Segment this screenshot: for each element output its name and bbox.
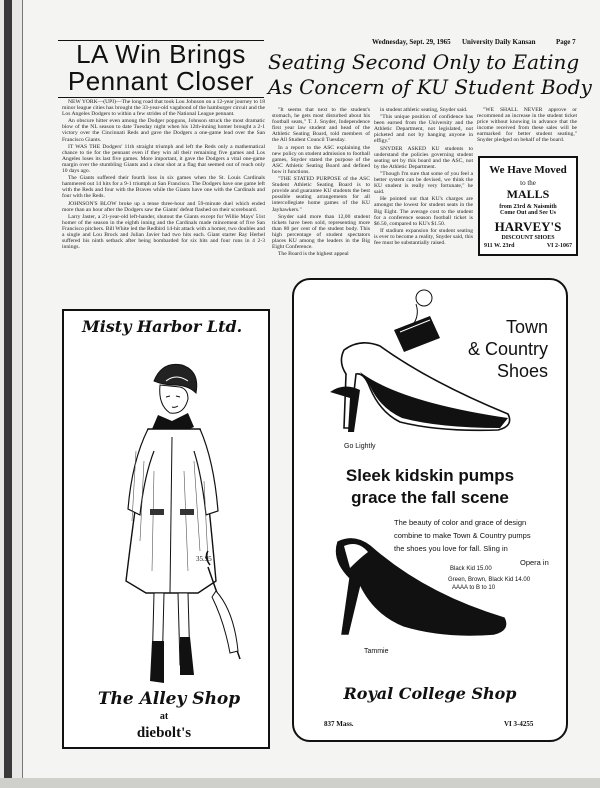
harveys-line5: Come Out and See Us xyxy=(499,210,556,216)
harveys-line3: MALLS xyxy=(506,187,550,201)
royal-copy-line: The beauty of color and grace of design xyxy=(394,518,527,527)
ku-story-paragraph: In a report to the ASC explaining the new policy on student admission to football games, Snyder stated the purpose of the ASC Athletic Seating Board and defined how it functions. xyxy=(272,144,370,175)
royal-opera: Opera in xyxy=(520,558,549,567)
shoe2-name: Tammie xyxy=(364,648,389,655)
tammie-pump-illustration xyxy=(324,534,514,644)
page-left-edge xyxy=(0,0,23,788)
harveys-line1: We Have Moved xyxy=(489,164,567,176)
misty-store: diebolt's xyxy=(136,725,192,741)
harveys-line2: to the xyxy=(520,179,536,187)
ku-headline xyxy=(268,50,592,104)
ku-story-paragraph: The Board is the highest appeal xyxy=(278,251,349,257)
woman-raincoat-illustration xyxy=(84,341,244,691)
misty-at: at xyxy=(159,711,169,722)
harveys-phone: VI 2-1067 xyxy=(546,243,572,249)
misty-price: 35.95 xyxy=(196,555,212,563)
la-story-paragraph: NEW YORK—(UPI)—The long road that took Lou Johnson on a 12-year journey to 18 minor league cities has brought the 33-year-old vagabond of the hamburger circuit and the Los Angeles Dodgers to within a few strides of the National League pennant. xyxy=(62,99,265,118)
page-bottom-edge xyxy=(0,778,600,788)
ku-story-paragraph: "It seems that next to the student's stomach, he gets most disturbed about his football seats," T. J. Snyder, Independence first year law student and head of the Athletic Seating Board, told members of the All Student Council Tuesday. xyxy=(272,107,370,144)
ku-story-col2 xyxy=(374,107,473,257)
harveys-ad xyxy=(478,156,578,256)
ku-story-paragraph: "Though I'm sure that some of you feel a better system can be devised, we think the KU student is really very fortunate," he said. xyxy=(374,170,473,196)
la-story-body xyxy=(62,99,265,304)
harveys-sub: DISCOUNT SHOES xyxy=(501,235,555,241)
harveys-name: HARVEY'S xyxy=(494,219,562,234)
header-paper: University Daily Kansan xyxy=(462,38,536,46)
la-headline-line1: LA Win Brings xyxy=(76,39,246,69)
royal-phone: VI 3-4255 xyxy=(504,720,534,728)
la-story-paragraph: Larry Jaster, a 21-year-old left-hander, shutout the Giants except for Willie Mays' 51st homer of the season in the eighth inning and the Cardinals made mincemeat of five San Francisco pitchers. Bill White led the Redbird 14-hit attack with a homer, two doubles and a single and Lou Brock and Julian Javier had two hits each. Giant starter Ray Herbel suffered his ninth setback after being bombarded for six hits and four runs in 4 2-3 innings. xyxy=(62,213,265,251)
shoe1-name: Go Lightly xyxy=(344,443,376,450)
ku-story-paragraph: "THE STATED PURPOSE of the ASC Student Athletic Seating Board is to provide and guarantee KU students the best possible seating arrangements for all intercollegiate home games of the KU Jayhawkers." xyxy=(272,176,370,213)
royal-headline2: grace the fall scene xyxy=(351,488,509,507)
ku-story-paragraph: "This unique position of confidence has been earned from the University and the Athletic Department, not legislated, not picketed and not by hanging anyone in effigy." xyxy=(374,114,473,145)
royal-college-shop-ad xyxy=(292,278,568,742)
royal-copy-line: the shoes you love for fall. Sling in xyxy=(394,544,508,553)
royal-price2: Green, Brown, Black Kid 14.00 xyxy=(448,577,531,583)
ku-story-col3 xyxy=(477,107,577,152)
ku-story-paragraph: "WE SHALL NEVER approve or recommend an increase in the student ticket price without knowing in advance that the income received from these sales will be earmarked for better student seating," Snyder pledged on behalf of the board. xyxy=(477,107,577,144)
royal-shop: Royal College Shop xyxy=(343,684,517,703)
harveys-address: 911 W. 23rd xyxy=(484,243,515,249)
royal-headline1: Sleek kidskin pumps xyxy=(345,466,515,485)
la-story-paragraph: JOHNSON'S BLOW broke up a tense three-hour and 59-minute duel which ended more than an hour after the Dodgers saw the Giants' defeat flashed on their scoreboard. xyxy=(62,200,265,213)
tc-brand-line3: Shoes xyxy=(496,361,548,381)
misty-shop: The Alley Shop xyxy=(97,689,241,709)
misty-harbor-ad xyxy=(62,309,270,749)
royal-copy-line: combine to make Town & Country pumps xyxy=(394,531,531,540)
header-date: Wednesday, Sept. 29, 1965 xyxy=(372,38,451,46)
tc-brand-line1: Town xyxy=(505,317,548,337)
harveys-line4: from 23rd & Naismith xyxy=(499,204,557,210)
royal-price1: Black Kid 15.00 xyxy=(450,566,492,572)
la-story-paragraph: An obscure hitter even among the Dodger popguns, Johnson struck the most dramatic blow of the NL season to date Tuesday night when his 12th-inning homer brought a 2-1 victory over the Cincinnati Reds and gave the Dodgers a one-game lead over the San Francisco Giants. xyxy=(62,118,265,143)
ku-headline-line2: As Concern of KU Student Body xyxy=(268,75,592,99)
ku-story-col1 xyxy=(272,107,370,257)
misty-brand: Misty Harbor Ltd. xyxy=(82,317,243,336)
ku-headline-line1: Seating Second Only to Eating xyxy=(268,50,580,74)
royal-sizes: AAAA to B to 10 xyxy=(452,585,496,591)
ku-story-paragraph: SNYDER ASKED KU students to understand the policies governing student seating set by this board and the ASC, not by the Athletic Department. xyxy=(374,145,473,170)
ku-story-paragraph: He pointed out that KU's charges are amongst the lowest for student seats in the Big Eight. The average cost to the student for a conference season football ticket is $6.50, compared to KU's $1.50. xyxy=(374,196,473,227)
ku-story-paragraph: in student athletic seating, Snyder said. xyxy=(380,107,468,113)
la-story-paragraph: IT WAS THE Dodgers' 11th straight triumph and left the Reds only a mathematical chance to tie for the pennant even if they win all their remaining five games and Los Angeles loses its last five games. More important, it gave the Dodgers a vital one-game margin over the stumbling Giants and a clear shot at a flag that seemed out of reach only 10 days ago. xyxy=(62,143,265,175)
tc-brand-line2: & Country xyxy=(467,339,548,359)
royal-address: 837 Mass. xyxy=(324,720,354,728)
la-story-paragraph: The Giants suffered their fourth loss in six games when the St. Louis Cardinals hammered out 14 hits for a 9-1 triumph at San Francisco. The Dodgers have one game left with the Reds and four with the Braves while the Giants have one with the Cardinals and four with the Reds. xyxy=(62,175,265,200)
ku-story-paragraph: Snyder said more than 12,00 student tickets have been sold, representing more than 80 per cent of the student body. This high percentage of student spectators places KU among the leaders in the Big Eight Conference. xyxy=(272,213,370,251)
header-page-number: Page 7 xyxy=(556,38,576,46)
la-headline-box xyxy=(58,40,264,98)
la-headline-line2: Pennant Closer xyxy=(67,66,255,96)
ku-story-paragraph: If stadium expansion for student seating is ever to become a reality, Snyder said, this fee must be substantially raised. xyxy=(374,227,473,246)
go-lightly-pump-illustration xyxy=(320,332,520,440)
